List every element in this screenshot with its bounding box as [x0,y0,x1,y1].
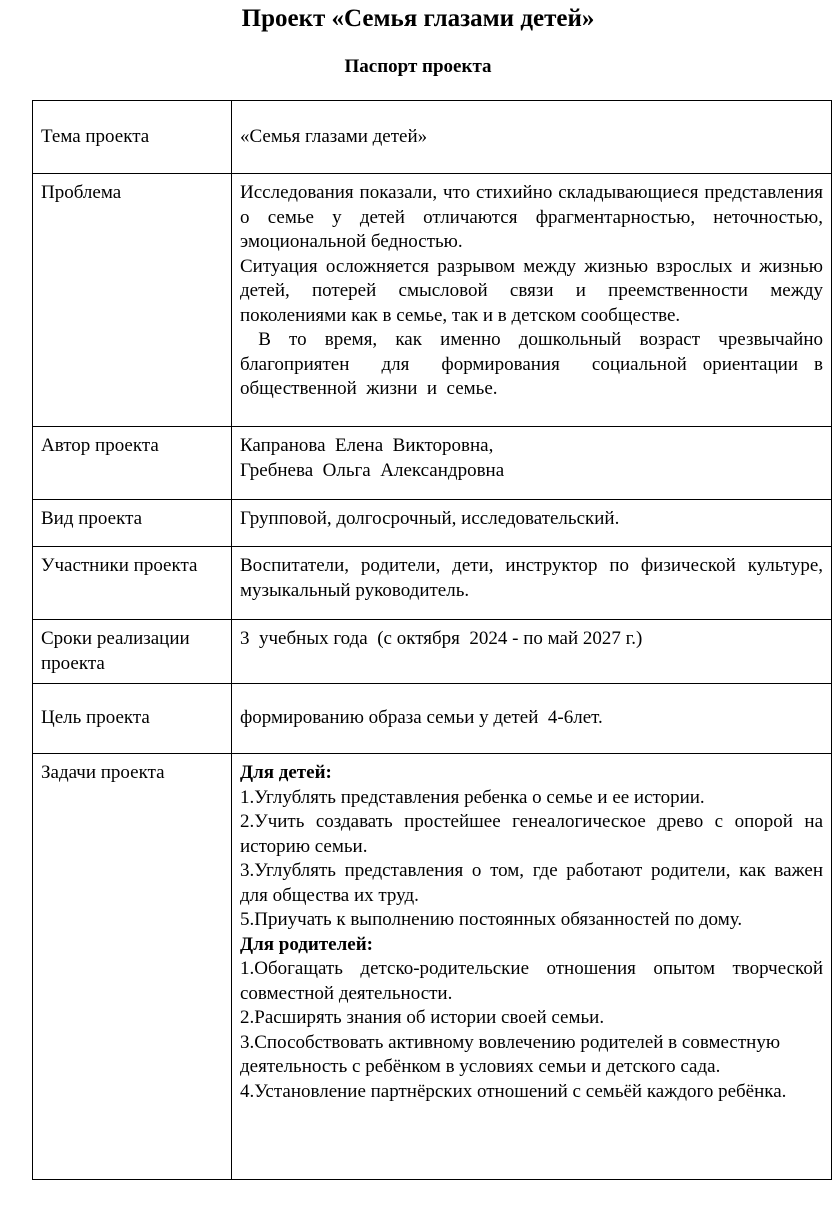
task-item: 2.Учить создавать простейшее генеалогическое древо с опорой на историю семьи. [240,811,823,857]
document-title: Проект «Семья глазами детей» [241,5,595,32]
table-row-problem [33,174,832,427]
row-value [232,684,832,754]
type-value: Групповой, долгосрочный, исследовательский. [240,508,620,529]
task-item: 1.Углублять представления ребенка о семье и ее истории. [240,786,705,808]
row-value [232,754,832,1180]
document-subtitle: Паспорт проекта [344,56,492,77]
task-item: 3.Способствовать активному вовлечению родителей в совместную деятельность с ребёнком в условиях семьи и детского сада. [240,1031,781,1077]
author-name: Капранова Елена Викторовна, [240,435,494,456]
row-value [232,174,832,427]
terms-value: 3 учебных года (с октября 2024 - по май 2027 г.) [240,628,643,649]
table-row-participants [33,547,832,620]
row-value [232,547,832,620]
row-label-text: Тема проекта [41,125,150,147]
row-label [33,427,232,500]
table-row-topic [33,101,832,174]
row-label [33,620,232,684]
task-item: 4.Установление партнёрских отношений с семьёй каждого ребёнка. [240,1080,787,1102]
problem-paragraph: В то время, как именно дошкольный возраст чрезвычайно благоприятен для формирования социальной ориентации в общественной жизни и семье. [240,329,833,399]
goal-value: формированию образа семьи у детей 4-6лет. [240,707,603,729]
row-label-text: Автор проекта [41,435,159,456]
row-value [232,500,832,547]
participants-value: Воспитатели, родители, дети, инструктор по физической культуре, музыкальный руководитель. [240,555,823,601]
row-label [33,101,232,174]
row-label [33,754,232,1180]
task-item: 3.Углублять представления о том, где работают родители, как важен для общества их труд. [240,860,823,906]
row-value [232,427,832,500]
problem-paragraph: Ситуация осложняется разрывом между жизнью взрослых и жизнью детей, потерей смысловой связи и преемственности между поколениями как в семье, так и в детском сообществе. [240,255,823,326]
row-label [33,500,232,547]
task-item: 5.Приучать к выполнению постоянных обязанностей по дому. [240,909,743,930]
row-label-text: Проблема [41,182,122,203]
task-item: 2.Расширять знания об истории своей семьи. [240,1007,605,1028]
row-label-text: Вид проекта [41,508,143,529]
row-label-text: Сроки реализации проекта [41,628,190,674]
row-label-text: Цель проекта [41,707,150,729]
row-label-text: Задачи проекта [41,762,165,783]
tasks-children-heading: Для детей: [240,762,332,783]
row-label-text: Участники проекта [41,555,198,576]
author-name: Гребнева Ольга Александровна [240,459,505,481]
table-row-goal [33,684,832,754]
problem-paragraph: Исследования показали, что стихийно складывающиеся представления о семье у детей отличаются фрагментарностью, неточностью, эмоциональной бедностью. [240,182,823,252]
row-label [33,684,232,754]
topic-value: «Семья глазами детей» [240,125,428,147]
table-row-author [33,427,832,500]
table-row-tasks [33,754,832,1180]
table-row-terms [33,620,832,684]
tasks-parents-heading: Для родителей: [240,933,373,955]
row-value [232,620,832,684]
row-label [33,174,232,427]
row-value [232,101,832,174]
row-label [33,547,232,620]
table-row-type [33,500,832,547]
project-passport-table [32,100,832,1180]
task-item: 1.Обогащать детско-родительские отношения опытом творческой совместной деятельности. [240,958,823,1004]
